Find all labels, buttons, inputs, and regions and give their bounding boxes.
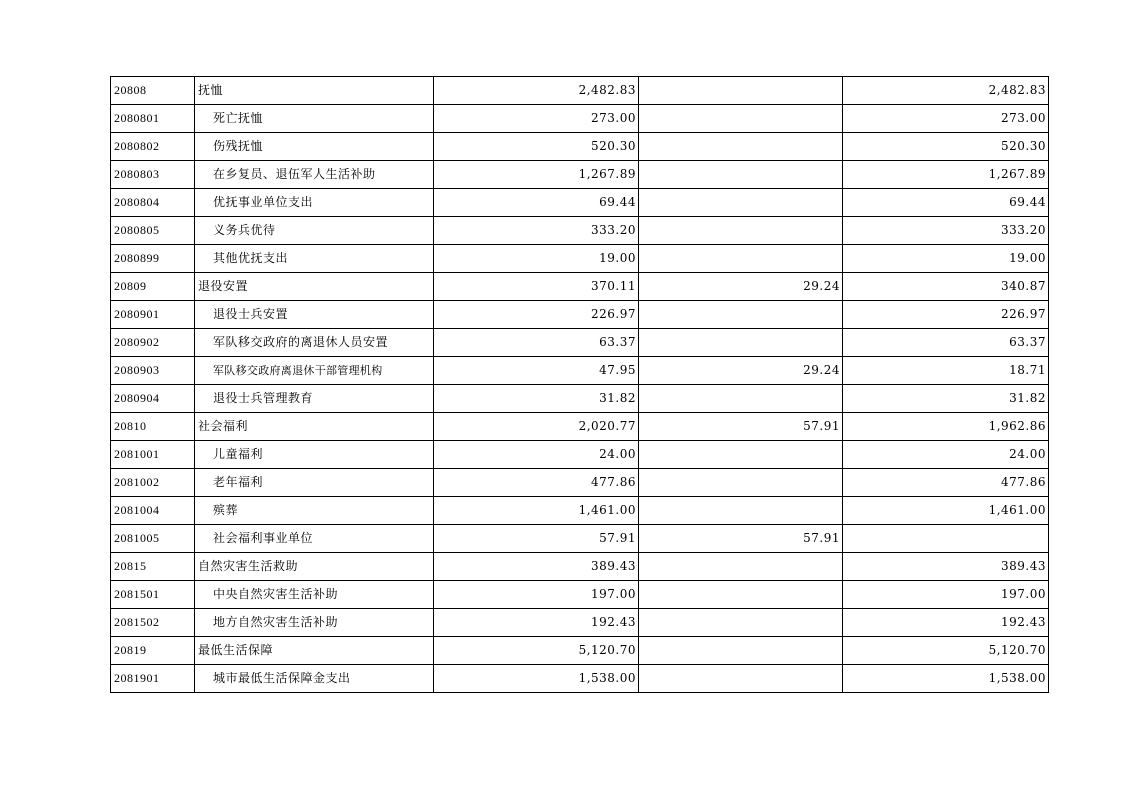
basic-expenditure-cell <box>639 301 843 329</box>
basic-expenditure-cell <box>639 245 843 273</box>
budget-table-body <box>111 77 1049 693</box>
subject-code-cell: 2080904 <box>111 385 195 413</box>
project-expenditure-cell: 333.20 <box>843 217 1049 245</box>
subject-name-cell: 老年福利 <box>195 469 434 497</box>
total-amount-cell: 389.43 <box>434 553 639 581</box>
subject-code-cell: 20815 <box>111 553 195 581</box>
subject-code-cell: 2080802 <box>111 133 195 161</box>
subject-code-cell: 20809 <box>111 273 195 301</box>
total-amount-cell: 2,020.77 <box>434 413 639 441</box>
subject-name-cell: 殡葬 <box>195 497 434 525</box>
subject-code-cell: 2080899 <box>111 245 195 273</box>
project-expenditure-cell: 2,482.83 <box>843 77 1049 105</box>
subject-name-cell: 义务兵优待 <box>195 217 434 245</box>
subject-code-cell: 2080803 <box>111 161 195 189</box>
subject-name-cell: 军队移交政府离退休干部管理机构 <box>195 357 434 385</box>
total-amount-cell: 477.86 <box>434 469 639 497</box>
subject-code-cell: 2081005 <box>111 525 195 553</box>
basic-expenditure-cell <box>639 77 843 105</box>
table-row <box>111 553 1049 581</box>
subject-code-cell: 2080805 <box>111 217 195 245</box>
subject-name-cell: 抚恤 <box>195 77 434 105</box>
subject-name-cell: 社会福利 <box>195 413 434 441</box>
basic-expenditure-cell <box>639 105 843 133</box>
table-row <box>111 133 1049 161</box>
table-row <box>111 609 1049 637</box>
subject-name-cell: 最低生活保障 <box>195 637 434 665</box>
basic-expenditure-cell <box>639 553 843 581</box>
basic-expenditure-cell: 29.24 <box>639 357 843 385</box>
subject-code-cell: 2080901 <box>111 301 195 329</box>
project-expenditure-cell: 63.37 <box>843 329 1049 357</box>
project-expenditure-cell: 197.00 <box>843 581 1049 609</box>
subject-name-cell: 伤残抚恤 <box>195 133 434 161</box>
subject-name-cell: 退役士兵管理教育 <box>195 385 434 413</box>
budget-table <box>110 76 1049 693</box>
subject-code-cell: 2081502 <box>111 609 195 637</box>
subject-code-cell: 2081004 <box>111 497 195 525</box>
basic-expenditure-cell: 57.91 <box>639 413 843 441</box>
project-expenditure-cell: 226.97 <box>843 301 1049 329</box>
total-amount-cell: 197.00 <box>434 581 639 609</box>
subject-code-cell: 20808 <box>111 77 195 105</box>
subject-code-cell: 2081901 <box>111 665 195 693</box>
basic-expenditure-cell <box>639 637 843 665</box>
table-row <box>111 161 1049 189</box>
basic-expenditure-cell <box>639 665 843 693</box>
subject-code-cell: 2080903 <box>111 357 195 385</box>
total-amount-cell: 1,267.89 <box>434 161 639 189</box>
table-row <box>111 581 1049 609</box>
subject-code-cell: 20810 <box>111 413 195 441</box>
total-amount-cell: 69.44 <box>434 189 639 217</box>
project-expenditure-cell: 389.43 <box>843 553 1049 581</box>
project-expenditure-cell: 5,120.70 <box>843 637 1049 665</box>
basic-expenditure-cell <box>639 581 843 609</box>
table-row <box>111 497 1049 525</box>
project-expenditure-cell: 192.43 <box>843 609 1049 637</box>
subject-name-cell: 死亡抚恤 <box>195 105 434 133</box>
total-amount-cell: 1,461.00 <box>434 497 639 525</box>
basic-expenditure-cell <box>639 161 843 189</box>
project-expenditure-cell: 340.87 <box>843 273 1049 301</box>
project-expenditure-cell: 69.44 <box>843 189 1049 217</box>
project-expenditure-cell: 273.00 <box>843 105 1049 133</box>
table-row <box>111 273 1049 301</box>
total-amount-cell: 370.11 <box>434 273 639 301</box>
subject-name-cell: 自然灾害生活救助 <box>195 553 434 581</box>
project-expenditure-cell: 477.86 <box>843 469 1049 497</box>
subject-name-cell: 其他优抚支出 <box>195 245 434 273</box>
table-row <box>111 217 1049 245</box>
subject-code-cell: 2080804 <box>111 189 195 217</box>
table-row <box>111 441 1049 469</box>
project-expenditure-cell: 1,461.00 <box>843 497 1049 525</box>
subject-name-cell: 城市最低生活保障金支出 <box>195 665 434 693</box>
basic-expenditure-cell <box>639 385 843 413</box>
subject-code-cell: 2080902 <box>111 329 195 357</box>
subject-name-cell: 儿童福利 <box>195 441 434 469</box>
basic-expenditure-cell <box>639 441 843 469</box>
table-row <box>111 189 1049 217</box>
subject-name-cell: 地方自然灾害生活补助 <box>195 609 434 637</box>
table-row <box>111 665 1049 693</box>
total-amount-cell: 19.00 <box>434 245 639 273</box>
basic-expenditure-cell <box>639 217 843 245</box>
table-row <box>111 105 1049 133</box>
project-expenditure-cell: 18.71 <box>843 357 1049 385</box>
subject-name-cell: 优抚事业单位支出 <box>195 189 434 217</box>
subject-code-cell: 2081002 <box>111 469 195 497</box>
subject-name-cell: 军队移交政府的离退休人员安置 <box>195 329 434 357</box>
total-amount-cell: 273.00 <box>434 105 639 133</box>
total-amount-cell: 333.20 <box>434 217 639 245</box>
total-amount-cell: 226.97 <box>434 301 639 329</box>
project-expenditure-cell: 520.30 <box>843 133 1049 161</box>
table-row <box>111 77 1049 105</box>
table-row <box>111 413 1049 441</box>
subject-name-cell: 中央自然灾害生活补助 <box>195 581 434 609</box>
table-row <box>111 301 1049 329</box>
subject-code-cell: 2081501 <box>111 581 195 609</box>
basic-expenditure-cell <box>639 469 843 497</box>
table-row <box>111 637 1049 665</box>
subject-code-cell: 2080801 <box>111 105 195 133</box>
total-amount-cell: 2,482.83 <box>434 77 639 105</box>
total-amount-cell: 1,538.00 <box>434 665 639 693</box>
table-row <box>111 385 1049 413</box>
basic-expenditure-cell: 29.24 <box>639 273 843 301</box>
basic-expenditure-cell <box>639 497 843 525</box>
subject-name-cell: 退役安置 <box>195 273 434 301</box>
total-amount-cell: 520.30 <box>434 133 639 161</box>
subject-code-cell: 20819 <box>111 637 195 665</box>
project-expenditure-cell <box>843 525 1049 553</box>
basic-expenditure-cell <box>639 609 843 637</box>
basic-expenditure-cell <box>639 189 843 217</box>
basic-expenditure-cell: 57.91 <box>639 525 843 553</box>
table-row <box>111 329 1049 357</box>
total-amount-cell: 192.43 <box>434 609 639 637</box>
total-amount-cell: 47.95 <box>434 357 639 385</box>
subject-name-cell: 在乡复员、退伍军人生活补助 <box>195 161 434 189</box>
basic-expenditure-cell <box>639 133 843 161</box>
subject-name-cell: 社会福利事业单位 <box>195 525 434 553</box>
project-expenditure-cell: 1,962.86 <box>843 413 1049 441</box>
project-expenditure-cell: 19.00 <box>843 245 1049 273</box>
total-amount-cell: 63.37 <box>434 329 639 357</box>
table-row <box>111 245 1049 273</box>
total-amount-cell: 57.91 <box>434 525 639 553</box>
table-row <box>111 469 1049 497</box>
project-expenditure-cell: 31.82 <box>843 385 1049 413</box>
table-row <box>111 357 1049 385</box>
total-amount-cell: 24.00 <box>434 441 639 469</box>
project-expenditure-cell: 24.00 <box>843 441 1049 469</box>
total-amount-cell: 31.82 <box>434 385 639 413</box>
table-row <box>111 525 1049 553</box>
project-expenditure-cell: 1,267.89 <box>843 161 1049 189</box>
subject-code-cell: 2081001 <box>111 441 195 469</box>
subject-name-cell: 退役士兵安置 <box>195 301 434 329</box>
project-expenditure-cell: 1,538.00 <box>843 665 1049 693</box>
basic-expenditure-cell <box>639 329 843 357</box>
total-amount-cell: 5,120.70 <box>434 637 639 665</box>
